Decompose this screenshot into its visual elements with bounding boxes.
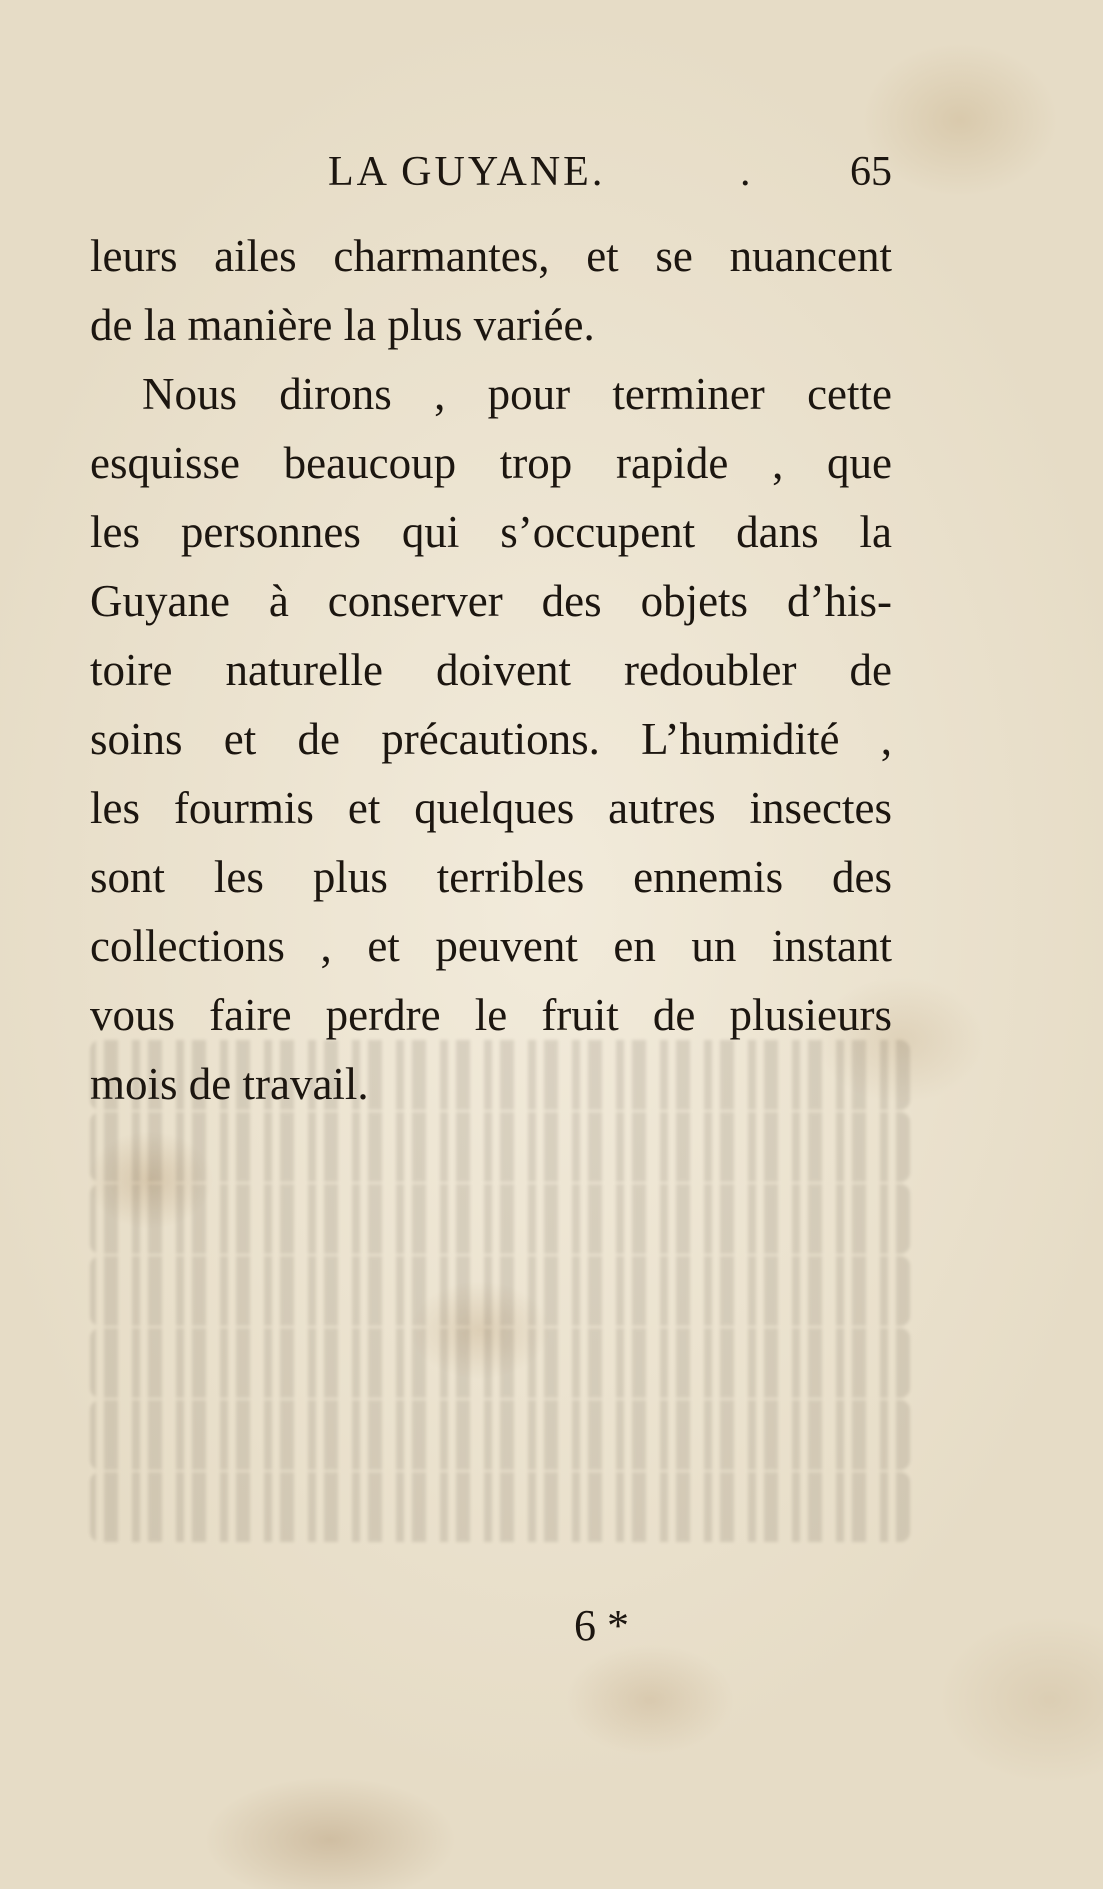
text-line: toire naturelle doivent redoubler de: [90, 645, 892, 695]
paragraph-start-line: Nous dirons , pour terminer cette: [142, 369, 892, 419]
header-dot: .: [740, 149, 751, 195]
text-line: vous faire perdre le fruit de plusieurs: [90, 990, 892, 1040]
page-number: 65: [850, 149, 892, 195]
running-title: LA GUYANE.: [328, 149, 606, 195]
signature-mark-text: 6 *: [574, 1601, 629, 1650]
text-line: leurs ailes charmantes, et se nuancent: [90, 231, 892, 281]
text-line: les fourmis et quelques autres insectes: [90, 783, 892, 833]
text-line: collections , et peuvent en un instant: [90, 921, 892, 971]
text-line: esquisse beaucoup trop rapide , que: [90, 438, 892, 488]
page-header: [90, 142, 892, 202]
text-line: Guyane à conserver des objets d’his-: [90, 576, 892, 626]
text-line: les personnes qui s’occupent dans la: [90, 507, 892, 557]
body-text: [90, 222, 892, 1119]
text-line: de la manière la plus variée.: [90, 300, 595, 350]
text-line: mois de travail.: [90, 1059, 369, 1109]
text-line: sont les plus terribles ennemis des: [90, 852, 892, 902]
text-line: soins et de précautions. L’humidité ,: [90, 714, 892, 764]
signature-mark: [0, 1600, 1103, 1651]
